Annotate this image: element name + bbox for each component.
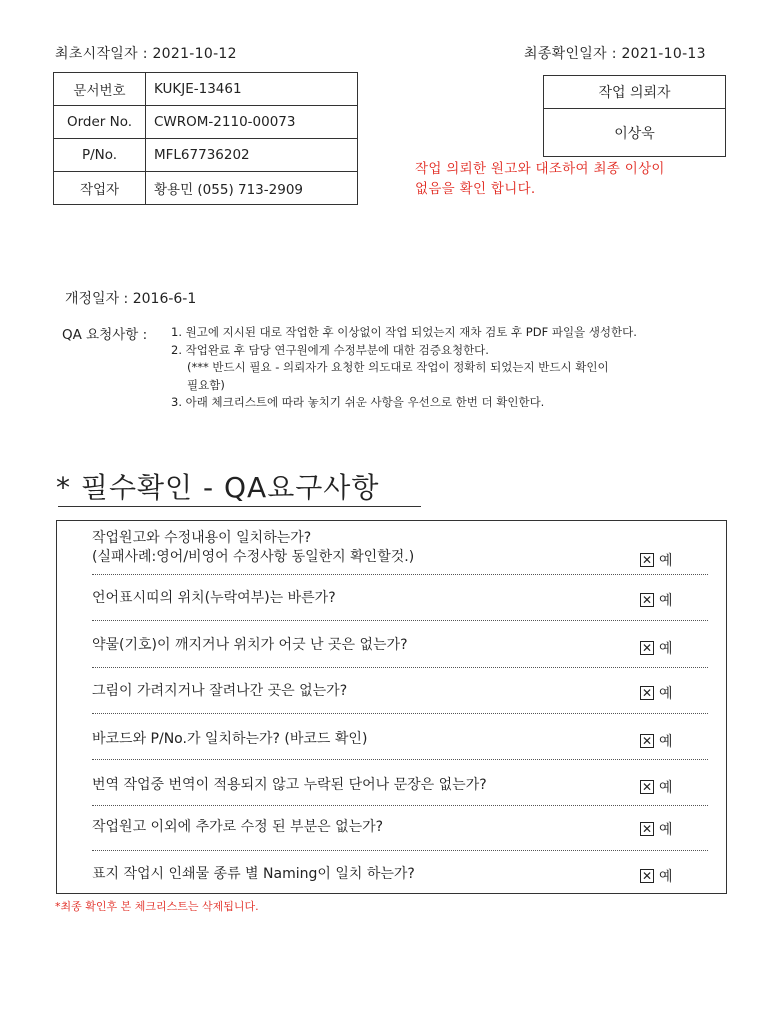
table-row <box>54 139 358 172</box>
revision-label: 개정일자 : <box>65 291 133 307</box>
requester-box <box>543 75 726 157</box>
qa-request-item: 필요함) <box>187 377 225 392</box>
checklist-answer <box>640 731 673 751</box>
final-date-label: 최종확인일자 : <box>524 46 622 62</box>
answer-label: 예 <box>659 869 673 885</box>
requester-title: 작업 의뢰자 <box>544 76 725 109</box>
checklist-answer <box>640 777 673 797</box>
checklist-answer <box>640 819 673 839</box>
answer-label: 예 <box>659 734 673 750</box>
doc-number-label: 문서번호 <box>54 73 146 106</box>
notice-line-1: 작업 의뢰한 원고와 대조하여 최종 이상이 <box>415 161 665 177</box>
worker-label: 작업자 <box>54 172 146 205</box>
notice-line-2: 없음을 확인 합니다. <box>415 181 536 197</box>
table-row <box>54 172 358 205</box>
footnote: *최종 확인후 본 체크리스트는 삭제됩니다. <box>55 900 259 913</box>
dotted-divider <box>92 759 708 760</box>
order-no-label: Order No. <box>54 106 146 139</box>
checklist-question <box>92 529 414 567</box>
checked-checkbox[interactable]: ✕ <box>641 869 653 883</box>
dotted-divider <box>92 850 708 851</box>
answer-label: 예 <box>659 686 673 702</box>
section-heading: * 필수확인 - QA요구사항 <box>56 471 380 504</box>
answer-label: 예 <box>659 641 673 657</box>
created-date-line <box>55 43 237 63</box>
dotted-divider <box>92 574 708 575</box>
order-no-value: CWROM-2110-00073 <box>146 106 358 139</box>
qa-request-item: 3. 아래 체크리스트에 따라 놓치기 쉬운 사항을 우선으로 한번 더 확인한다. <box>171 395 545 409</box>
qa-request-list <box>171 324 637 412</box>
dotted-divider <box>92 713 708 714</box>
checklist-question: 그림이 가려지거나 잘려나간 곳은 없는가? <box>92 683 348 699</box>
table-row <box>54 106 358 139</box>
checklist-answer <box>640 638 673 658</box>
checklist-question-line: 작업원고와 수정내용이 일치하는가? <box>92 530 312 546</box>
answer-label: 예 <box>659 553 673 569</box>
answer-label: 예 <box>659 593 673 609</box>
checked-checkbox[interactable]: ✕ <box>641 641 653 655</box>
qa-request-item: 2. 작업완료 후 담당 연구원에게 수정부분에 대한 검증요청한다. <box>171 342 489 357</box>
part-no-value: MFL67736202 <box>146 139 358 172</box>
checklist-question: 번역 작업중 번역이 적용되지 않고 누락된 단어나 문장은 없는가? <box>92 777 487 793</box>
requester-name: 이상욱 <box>614 125 655 142</box>
checklist-answer <box>640 683 673 703</box>
checked-checkbox[interactable]: ✕ <box>641 780 653 794</box>
qa-checklist <box>56 520 727 894</box>
qa-request-item: 1. 원고에 지시된 대로 작업한 후 이상없이 작업 되었는지 재차 검토 후 PDF 파일을 생성한다. <box>171 325 637 339</box>
checked-checkbox[interactable]: ✕ <box>641 686 653 700</box>
qa-request-label: QA 요청사항 : <box>62 327 148 343</box>
table-row <box>54 73 358 106</box>
checked-checkbox[interactable]: ✕ <box>641 734 653 748</box>
qa-request-item: (*** 반드시 필요 - 의뢰자가 요청한 의도대로 작업이 정확히 되었는지 반드시 확인이 <box>187 360 609 374</box>
dotted-divider <box>92 667 708 668</box>
created-date-value: 2021-10-12 <box>152 46 237 62</box>
doc-number-value: KUKJE-13461 <box>146 73 358 106</box>
worker-value: 황용민 (055) 713-2909 <box>146 172 358 205</box>
checklist-question: 표지 작업시 인쇄물 종류 별 Naming이 일치 하는가? <box>92 866 415 882</box>
part-no-label: P/No. <box>54 139 146 172</box>
dotted-divider <box>92 620 708 621</box>
answer-label: 예 <box>659 780 673 796</box>
checklist-answer <box>640 590 673 610</box>
checked-checkbox[interactable]: ✕ <box>641 553 653 567</box>
dotted-divider <box>92 805 708 806</box>
answer-label: 예 <box>659 822 673 838</box>
checklist-question: 약물(기호)이 깨지거나 위치가 어긋 난 곳은 없는가? <box>92 637 408 653</box>
checklist-question: 바코드와 P/No.가 일치하는가? (바코드 확인) <box>92 731 368 747</box>
final-date-line <box>524 43 706 63</box>
final-date-value: 2021-10-13 <box>621 46 706 62</box>
checked-checkbox[interactable]: ✕ <box>641 822 653 836</box>
heading-underline <box>58 506 421 507</box>
checklist-question: 언어표시띠의 위치(누락여부)는 바른가? <box>92 590 336 606</box>
revision-date-line <box>65 288 196 308</box>
checklist-question: 작업원고 이외에 추가로 수정 된 부분은 없는가? <box>92 819 384 835</box>
created-date-label: 최초시작일자 : <box>55 46 153 62</box>
confirmation-notice <box>415 159 665 199</box>
document-info-table <box>53 72 358 205</box>
revision-date: 2016-6-1 <box>132 291 197 307</box>
checklist-answer <box>640 550 673 570</box>
checklist-answer <box>640 866 673 886</box>
checked-checkbox[interactable]: ✕ <box>641 593 653 607</box>
checklist-question-line: (실패사례:영어/비영어 수정사항 동일한지 확인할것.) <box>92 549 415 565</box>
